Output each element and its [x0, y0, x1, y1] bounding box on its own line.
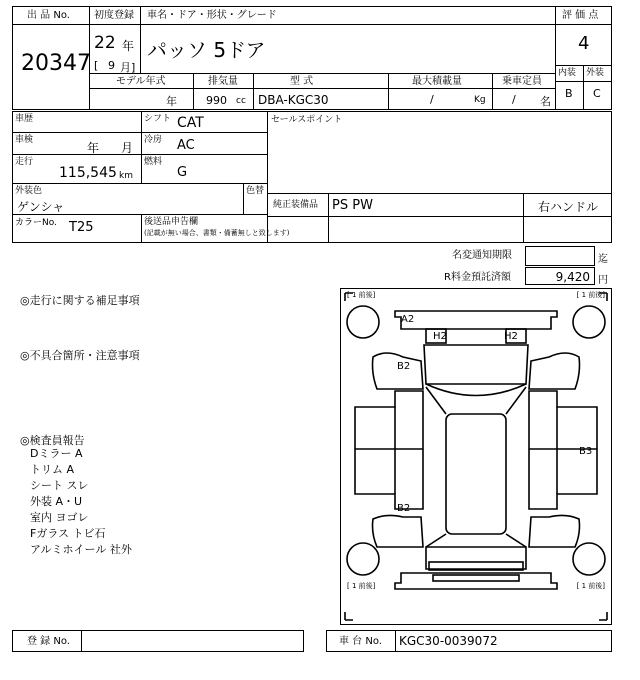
corner-label-top-right: [ 1 前後] — [576, 291, 605, 299]
wheel-rear-left-icon — [347, 543, 379, 575]
inspector-item: アルミホイール 社外 — [30, 543, 132, 556]
wheel-front-right-icon — [573, 306, 605, 338]
damage-mark: B2 — [397, 503, 411, 514]
car-name-box — [140, 6, 556, 74]
sales-points-label: セールスポイント — [271, 115, 343, 125]
score-box — [555, 6, 612, 110]
exterior-grade: C — [593, 87, 601, 100]
damage-mark: H2 — [433, 331, 447, 342]
first-registration-year: 22 — [94, 33, 116, 53]
first-registration-year-unit: 年 — [122, 39, 135, 53]
car-name-label: 車名・ドア・形状・グレード — [147, 10, 277, 21]
inspector-item: 外装 A・U — [30, 495, 83, 508]
mileage-label: 走行 — [15, 157, 34, 167]
inspector-item: シート スレ — [30, 479, 89, 492]
capacity-label: 乗車定員 — [502, 76, 542, 87]
chassis-number-value: KGC30-0039072 — [399, 634, 498, 648]
capacity-slash: / — [512, 93, 516, 106]
damage-diagram — [340, 288, 612, 625]
wheel-rear-right-icon — [573, 543, 605, 575]
inspector-item: Fガラス トビ石 — [30, 527, 106, 540]
ac-label: 冷房 — [144, 135, 163, 145]
recycle-fee-box — [525, 267, 595, 285]
displacement: 990 — [206, 94, 227, 107]
corner-label-top-left: [ 1 前後] — [347, 291, 376, 299]
fuel-value: G — [177, 165, 188, 180]
color-value: ゲンシャ — [17, 200, 65, 214]
score-label: 評 価 点 — [562, 10, 599, 21]
damage-mark: B2 — [397, 361, 411, 372]
color-no-value: T25 — [69, 220, 94, 235]
sales-points-box — [267, 111, 612, 194]
lot-number: 20347 — [21, 51, 91, 76]
ac-value: AC — [177, 138, 195, 153]
aftermarket-content-box — [267, 216, 612, 243]
name-change-deadline-unit: 迄 — [598, 254, 608, 265]
max-load-label: 最大積載量 — [412, 76, 462, 87]
inspector-item: トリム A — [30, 463, 75, 476]
recycle-fee-value: 9,420 — [555, 270, 590, 284]
corner-label-bottom-right: [ 1 前後] — [576, 582, 605, 590]
equipment-value: PS PW — [332, 198, 373, 213]
recycle-fee-label: R料金預託済額 — [444, 272, 511, 283]
driving-notes-label: ◎走行に関する補足事項 — [20, 294, 140, 307]
lot-number-label: 出 品 No. — [27, 10, 70, 21]
equipment-box — [267, 193, 612, 217]
aftermarket-note: (記載が無い場合、書類・備蓄無しと致します) — [144, 229, 290, 237]
inspection-label: 車検 — [15, 135, 34, 145]
chassis-number-box — [326, 630, 612, 652]
damage-mark: H2 — [504, 331, 518, 342]
interior-grade-label: 内装 — [558, 68, 577, 78]
inspector-item: Dミラー A — [30, 447, 83, 460]
car-name: パッソ 5ドア — [147, 38, 266, 62]
registration-number-box — [12, 630, 304, 652]
name-change-deadline-box — [525, 246, 595, 266]
mileage-value: 115,545 — [59, 165, 117, 181]
chassis-number-label: 車 台 No. — [339, 636, 382, 647]
car-diagram-drawing — [341, 289, 611, 624]
inspector-items — [30, 446, 132, 558]
aftermarket-label: 後送品申告欄 — [144, 217, 199, 227]
fuel-label: 燃料 — [144, 157, 163, 167]
equipment-label: 純正装備品 — [273, 200, 319, 210]
first-registration-month-unit: 月] — [120, 61, 136, 74]
registration-number-label: 登 録 No. — [27, 636, 70, 647]
displacement-unit: cc — [236, 96, 246, 106]
exterior-grade-label: 外装 — [586, 68, 605, 78]
shift-value: CAT — [177, 115, 204, 131]
recycle-fee-unit: 円 — [598, 275, 608, 286]
mileage-unit: km — [119, 171, 133, 181]
interior-grade: B — [565, 87, 573, 100]
wheel-front-left-icon — [347, 306, 379, 338]
displacement-label: 排気量 — [208, 76, 238, 87]
model-label: 型 式 — [290, 76, 314, 87]
max-load-unit: Kg — [474, 95, 486, 105]
defects-label: ◎不具合箇所・注意事項 — [20, 349, 140, 362]
spec-row — [89, 73, 556, 110]
first-registration-month: 9 — [108, 59, 115, 72]
capacity-unit: 名 — [540, 95, 551, 108]
model-year-label: モデル年式 — [116, 76, 166, 87]
first-registration-month-open: [ — [94, 59, 99, 72]
name-change-deadline-label: 名変通知期限 — [452, 250, 512, 261]
max-load-slash: / — [430, 93, 434, 106]
model-code: DBA-KGC30 — [258, 93, 329, 107]
first-registration-label: 初度登録 — [94, 10, 134, 21]
history-label: 車歴 — [15, 114, 34, 124]
damage-mark: B3 — [579, 446, 593, 457]
details-grid — [12, 111, 290, 243]
inspector-item: 室内 ヨゴレ — [30, 511, 89, 524]
first-registration-box — [89, 6, 141, 74]
color-change-label: 色替 — [246, 186, 265, 196]
score: 4 — [578, 33, 590, 54]
handle-value: 右ハンドル — [538, 200, 599, 214]
damage-mark: A2 — [401, 314, 415, 325]
model-year-unit: 年 — [166, 95, 177, 108]
color-label: 外装色 — [15, 186, 43, 196]
inspection-year-unit: 年 — [87, 141, 100, 155]
lot-number-box — [12, 6, 90, 110]
inspector-report-label: ◎検査員報告 — [20, 434, 85, 447]
color-no-label: カラーNo. — [15, 218, 57, 228]
corner-label-bottom-left: [ 1 前後] — [347, 582, 376, 590]
inspection-month-unit: 月 — [121, 141, 134, 155]
shift-label: シフト — [144, 114, 172, 124]
